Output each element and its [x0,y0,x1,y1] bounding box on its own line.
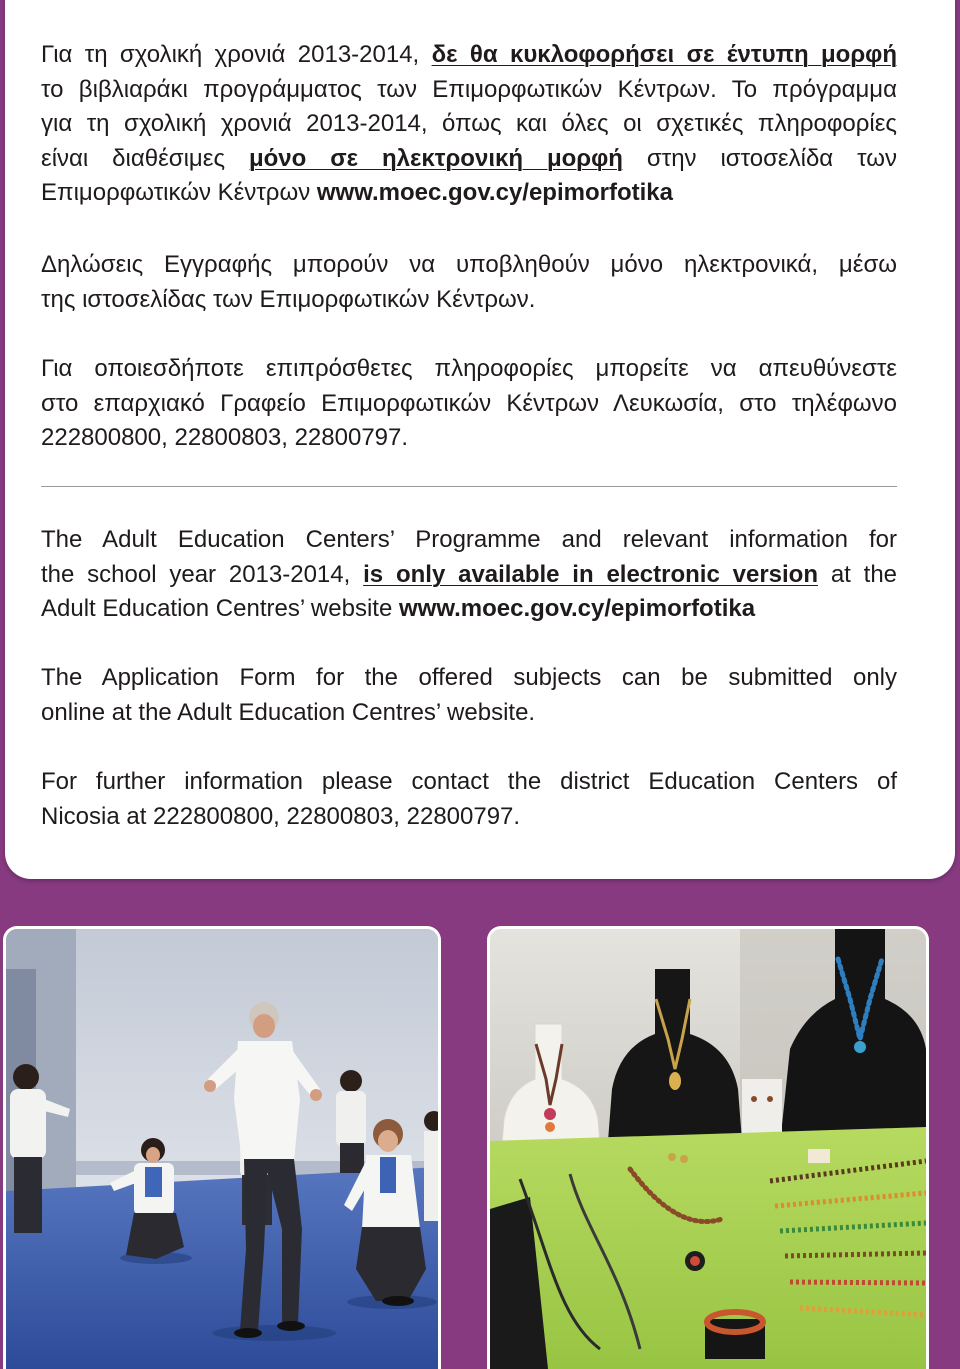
earring [680,1155,688,1163]
necklace-pendant [854,1041,866,1053]
necklace-pendant [544,1108,556,1120]
text-run: Επιμορφωτικών Κέντρων [41,179,311,206]
dance-photo [3,926,441,1369]
text-line: για τη σχολική χρονιά 2013-2014, όπως και όλες οι σχετικές πληροφορίες [41,110,897,137]
text-line: Δηλώσεις Εγγραφής μπορούν να υποβληθούν μόνο ηλεκτρονικά, μέσω [41,251,897,278]
text-run: στην ιστοσελίδα των [646,144,897,172]
bracelet-stand [705,1319,765,1359]
earring-display-box [742,1079,782,1139]
english-paragraph-programme [41,523,897,627]
greek-paragraph-programme [41,38,897,211]
text-line: Nicosia at 222800800, 22800803, 22800797. [41,802,521,830]
ring [690,1256,700,1266]
text-run: at the [830,560,898,588]
text-line: For further information please contact the district Education Centers of [41,768,897,795]
text-run: είναι διαθέσιμες [41,144,226,172]
earring [767,1096,773,1102]
bold-underlined-text: μόνο σε ηλεκτρονική μορφή [248,144,623,172]
section-divider [41,486,897,487]
content-card [5,0,955,879]
text-line: 222800800, 22800803, 22800797. [41,424,409,451]
text-run: Adult Education Centres’ website [41,595,393,622]
text-line: της ιστοσελίδας των Επιμορφωτικών Κέντρων. [41,285,536,313]
text-line: Για οποιεσδήποτε επιπρόσθετες πληροφορίες μπορείτε να απευθύνεστε [41,355,897,382]
jewellery-photo-illustration [490,929,926,1369]
bead-strand [790,1282,926,1283]
text-line [41,592,897,627]
bold-underlined-text: is only available in electronic version [363,560,819,588]
website-address: www.moec.gov.cy/epimorfotika [316,179,673,206]
text-line: The Application Form for the offered subjects can be submitted only [41,664,897,691]
english-paragraph-application [41,661,897,730]
text-run: Για τη σχολική χρονιά 2013-2014, [41,41,420,68]
necklace-pendant [545,1122,555,1132]
dance-photo-illustration [6,929,438,1369]
earring [668,1153,676,1161]
website-address: www.moec.gov.cy/epimorfotika [398,595,756,622]
greek-paragraph-registration [41,248,897,317]
bold-underlined-text: δε θα κυκλοφορήσει σε έντυπη μορφή [431,41,897,68]
text-line [41,38,897,73]
english-paragraph-contact [41,765,897,834]
text-run: the school year 2013-2014, [41,560,351,588]
jewellery-photo [487,926,929,1369]
text-line: στο επαρχιακό Γραφείο Επιμορφωτικών Κέντρων Λευκωσία, στο τηλέφωνο [41,389,897,417]
text-line [41,176,897,211]
text-line: The Adult Education Centers’ Programme and relevant information for [41,526,897,553]
text-line [41,142,897,177]
earring-card [808,1149,830,1163]
greek-paragraph-contact [41,352,897,456]
necklace-pendant [669,1072,681,1090]
text-line [41,558,897,593]
text-line: online at the Adult Education Centres’ website. [41,698,536,726]
earring [751,1096,757,1102]
floor-shadow [212,1325,336,1341]
text-line: το βιβλιαράκι προγράμματος των Επιμορφωτικών Κέντρων. Το πρόγραμμα [41,75,897,103]
